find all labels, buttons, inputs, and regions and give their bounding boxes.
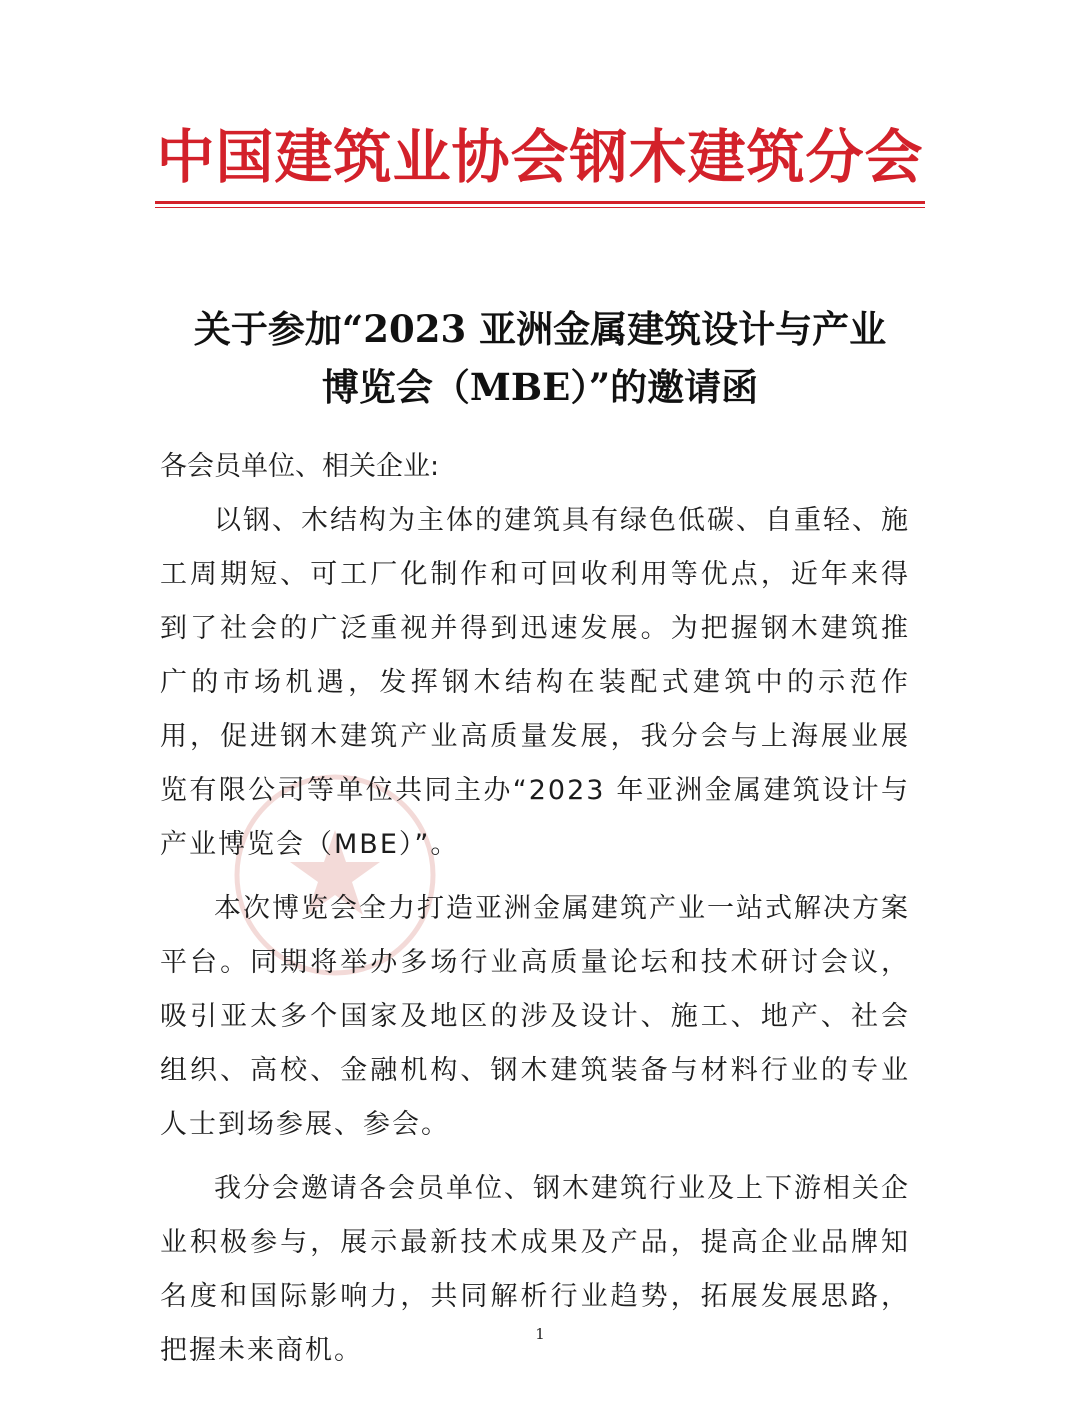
header-divider-thin <box>155 207 925 208</box>
salutation: 各会员单位、相关企业: <box>160 451 440 482</box>
document-title-line2: 博览会（MBE）”的邀请函 <box>321 365 759 409</box>
header-divider-thick <box>155 201 925 204</box>
document-title <box>140 300 940 416</box>
body-paragraph-3: 我分会邀请各会员单位、钢木建筑行业及上下游相关企业积极参与，展示最新技术成果及产品，提高企业品牌知名度和国际影响力，共同解析行业趋势，拓展发展思路，把握未来商机。 <box>160 1173 910 1366</box>
body-paragraph-2: 本次博览会全力打造亚洲金属建筑产业一站式解决方案平台。同期将举办多场行业高质量论坛和技术研讨会议，吸引亚太多个国家及地区的涉及设计、施工、地产、社会组织、高校、金融机构、钢木建筑装备与材料行业的专业人士到场参展、参会。 <box>160 893 910 1140</box>
body-paragraph-1: 以钢、木结构为主体的建筑具有绿色低碳、自重轻、施工周期短、可工厂化制作和可回收利用等优点，近年来得到了社会的广泛重视并得到迅速发展。为把握钢木建筑推广的市场机遇，发挥钢木结构在装配式建筑中的示范作用，促进钢木建筑产业高质量发展，我分会与上海展业展览有限公司等单位共同主办“2023 年亚洲金属建筑设计与产业博览会（MBE）”。 <box>160 505 910 860</box>
header-divider <box>155 201 925 210</box>
page-number: 1 <box>535 1325 545 1343</box>
organization-header: 中国建筑业协会钢木建筑分会 <box>156 123 924 191</box>
document-title-line1: 关于参加“2023 亚洲金属建筑设计与产业 <box>193 307 887 351</box>
letter-body <box>160 440 910 1378</box>
